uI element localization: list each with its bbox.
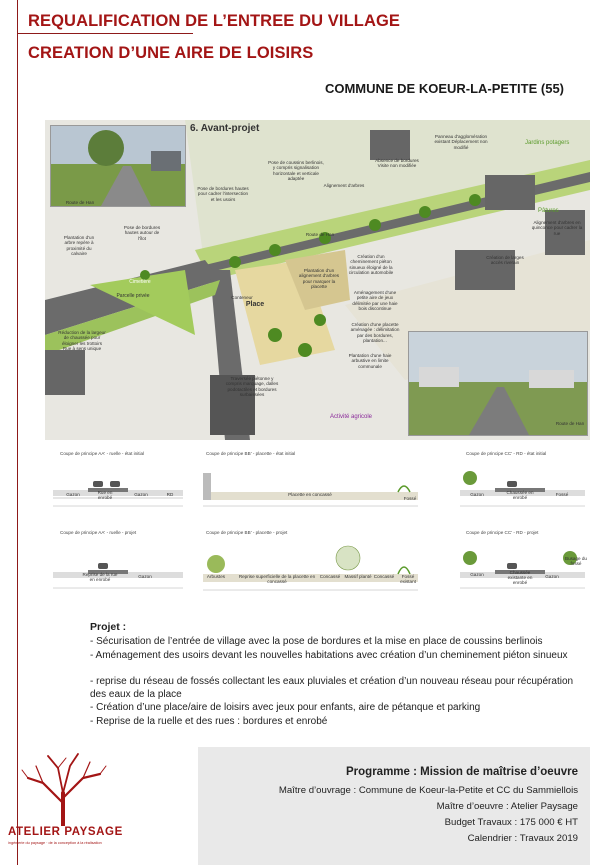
section-label: Gazon [134, 492, 148, 497]
section-title: Coupe de principe CC' - RD - état initial [466, 451, 547, 456]
projet-item: - Reprise de la ruelle et des rues : bordures et enrobé [90, 716, 328, 727]
tree [369, 219, 381, 231]
zone-parcelle: Parcelle privée [116, 293, 150, 299]
section-label: Fossé existant [400, 574, 416, 584]
page-title-line2: CREATION D’UNE AIRE DE LOISIRS [28, 44, 314, 62]
annotation: Plantation d'un alignement d'arbres pour marquer la placette [298, 268, 340, 290]
section-label: Chaussée en enrobé [506, 490, 534, 500]
tree-logo-icon [18, 748, 108, 826]
zone-patures: Pâtures [538, 208, 559, 214]
section-label: RD [166, 492, 174, 497]
section-label: Fossé [403, 496, 417, 501]
section-bb-initial [198, 448, 423, 518]
building [370, 130, 410, 160]
road-name-2: Route de Han [305, 232, 335, 237]
calendrier: Calendrier : Travaux 2019 [467, 833, 578, 844]
section-aa-projet [48, 528, 188, 600]
section-title: Coupe de principe AA' - ruelle - état initial [60, 451, 145, 456]
annotation: Alignement d'arbres [323, 183, 365, 188]
annotation: Pose de bordures hautes autour de l'îlot [123, 225, 161, 241]
annotation: Pose de bordures hautes pour cadrer l'intersection et les usoirs [197, 186, 249, 202]
zone-cimetiere: Cimetière [129, 279, 151, 285]
section-title: Coupe de principe CC' - RD - projet [466, 530, 539, 535]
section-title: Coupe de principe AA' - ruelle - projet [60, 530, 137, 535]
section-label: Rue en enrobé [97, 490, 113, 500]
zone-jardins: Jardins potagers [525, 140, 570, 146]
zone-place: Place [245, 301, 265, 308]
annotation: Alignement d'arbres en quinconce pour cadrer la rue [531, 220, 583, 236]
logo-tagline: ingénierie du paysage · de la conception à la réalisation [8, 841, 102, 845]
section-label: Concassé [319, 574, 341, 579]
road-name-3: Route de Han [555, 421, 585, 426]
annotation: Aménagement d'une petite aire de jeux délimitée par une haie bois discontinue [352, 290, 398, 312]
annotation: Pose de coussins berlinois, y compris signalisation horizontale et verticale adaptée [268, 160, 324, 182]
annotation: Plantation d'une haie arbustive en limite communale [348, 353, 392, 369]
section-title: Coupe de principe BB' - placette - projet [206, 530, 288, 535]
annotation: Absence de bordures Visite non modifiée [375, 158, 419, 169]
annotation: Réduction de la largeur de chaussée pour éloigner les trottoirs Rue à sens unique [58, 330, 106, 352]
section-label: Concassé [373, 574, 395, 579]
tree [269, 244, 281, 256]
projet-item: - reprise du réseau de fossés collectant les eaux pluviales et création d’un nouveau réseau pour récupération des eaux de la place [90, 676, 574, 700]
projet-item: - Création d’une place/aire de loisirs avec jeux pour enfants, aire de pétanque et parking [90, 702, 481, 713]
section-aa-initial [48, 448, 188, 518]
section-label: Gazon [545, 574, 559, 579]
tree [469, 194, 481, 206]
section-label: Fossé [555, 492, 569, 497]
section-label: Placette en concassé [288, 492, 332, 497]
programme-heading: Programme : Mission de maîtrise d’oeuvre [346, 766, 578, 778]
tree [314, 314, 326, 326]
section-cc-initial [455, 448, 590, 518]
commune-name: COMMUNE DE KOEUR-LA-PETITE (55) [324, 81, 564, 96]
annotation: Panneau d'agglomération existant Déplacement non modifié [434, 134, 488, 150]
annotation: Plantation d'un arbre repère à proximité du calvaire [63, 235, 95, 257]
projet-heading: Projet : [90, 621, 127, 633]
section-label: Gazon [66, 492, 80, 497]
section-label: Busage du fossé [565, 556, 587, 566]
tree [268, 328, 282, 342]
tree [298, 343, 312, 357]
title-underline [17, 33, 193, 34]
annotation: Traversée piétonne y compris marquage, dalles podotactiles et bordures surbaissées [225, 376, 279, 398]
building [45, 350, 85, 395]
building [485, 175, 535, 210]
zone-activite: Activité agricole [330, 414, 373, 420]
road-name-1: Route de Han [65, 200, 95, 205]
maitre-ouvrage: Maître d’ouvrage : Commune de Koeur-la-Petite et CC du Sammiellois [278, 785, 578, 796]
section-bb-projet [198, 528, 423, 600]
annotation: Création d'une placette aménagée : délimitation par des bordures, plantation... [350, 322, 400, 344]
section-label: Massif planté [344, 574, 372, 579]
photo-existing-1 [50, 125, 186, 207]
section-label: Gazon [470, 572, 484, 577]
maitre-oeuvre: Maître d’oeuvre : Atelier Paysage [436, 801, 578, 812]
section-label: Reprise superficielle de la placette en concassé [238, 574, 316, 584]
projet-item: - Aménagement des usoirs devant les nouvelles habitations avec création d’un cheminement piéton sinueux [90, 650, 568, 661]
tree [229, 256, 241, 268]
section-title: Coupe de principe BB' - placette - état initial [206, 451, 296, 456]
section-label: Gazon [470, 492, 484, 497]
zone-conteneur: Conteneur [231, 295, 253, 300]
annotation: Création d'un cheminement piéton sinueux éloigné de la circulation automobile [348, 254, 394, 276]
plan-title: 6. Avant-projet [190, 123, 260, 134]
section-label: Gazon [138, 574, 152, 579]
budget: Budget Travaux : 175 000 € HT [444, 817, 578, 828]
page-title-line1: REQUALIFICATION DE L’ENTREE DU VILLAGE [28, 12, 401, 30]
section-label: Arbustes [206, 574, 226, 579]
left-border-line [17, 0, 18, 865]
tree [419, 206, 431, 218]
projet-item: - Sécurisation de l’entrée de village avec la pose de bordures et la mise en place de coussins berlinois [90, 636, 543, 647]
logo-name: ATELIER PAYSAGE [8, 826, 123, 838]
annotation: Création de larges accès riverain [486, 255, 524, 266]
section-label: Chaussée existante en enrobé [507, 570, 533, 585]
section-label: Reprise de la rue en enrobé [82, 572, 118, 582]
